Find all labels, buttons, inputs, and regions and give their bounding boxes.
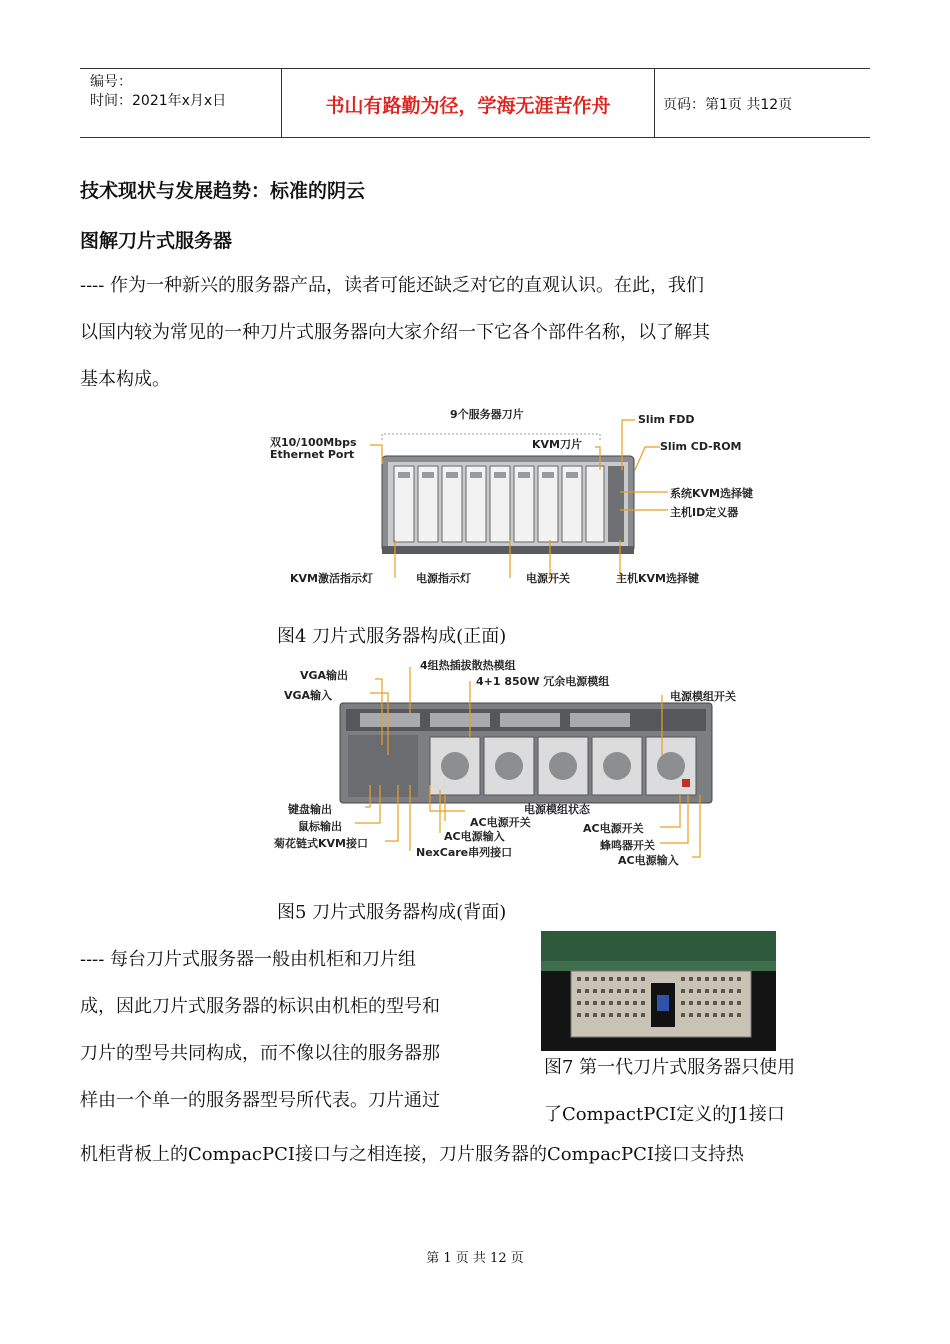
- body-line: 样由一个单一的服务器型号所代表。刀片通过: [80, 1090, 440, 1111]
- label-power-switch: 电源开关: [526, 572, 570, 585]
- figure-5-caption: 图5 刀片式服务器构成(背面): [277, 902, 507, 923]
- figure-7-caption-line-2: 了CompactPCI定义的J1接口: [544, 1104, 785, 1125]
- label-system-kvm-key: 系统KVM选择键: [670, 487, 753, 500]
- label-psu-module-switch: 电源模组开关: [670, 690, 736, 703]
- label-ac-switch-right: AC电源开关: [583, 822, 644, 835]
- label-vga-in: VGA输入: [284, 689, 333, 702]
- label-fan-modules: 4组热插拔散热模组: [420, 659, 516, 672]
- label-nexcare-serial: NexCare串列接口: [416, 846, 513, 859]
- body-paragraph-full: [80, 1131, 875, 1178]
- label-vga-out: VGA输出: [300, 669, 349, 682]
- doc-number-label: 编号：: [90, 74, 132, 90]
- body-line: 刀片的型号共同构成，而不像以往的服务器那: [80, 1043, 440, 1064]
- figure-5-rear-view: [270, 655, 736, 867]
- label-host-kvm-key: 主机KVM选择键: [616, 572, 699, 585]
- doc-date-label: 时间：2021年x月x日: [90, 93, 227, 109]
- label-buzzer-switch: 蜂鸣器开关: [600, 839, 655, 852]
- intro-paragraph: [80, 262, 875, 403]
- label-dual-ethernet-2: Ethernet Port: [270, 448, 355, 461]
- subsection-heading: 图解刀片式服务器: [80, 230, 233, 252]
- figure-7-connector-photo: [541, 931, 776, 1051]
- label-slim-fdd: Slim FDD: [638, 413, 695, 426]
- label-host-id: 主机ID定义器: [670, 506, 739, 519]
- body-line: 机柜背板上的CompacPCI接口与之相连接，刀片服务器的CompacPCI接口支持热: [80, 1144, 745, 1165]
- figure-4-caption: 图4 刀片式服务器构成(正面): [277, 626, 507, 647]
- label-psu-modules: 4+1 850W 冗余电源模组: [476, 675, 610, 688]
- label-slim-cdrom: Slim CD-ROM: [660, 440, 742, 453]
- document-header: [80, 68, 870, 138]
- body-paragraph-left: [80, 936, 540, 1124]
- intro-line: ---- 作为一种新兴的服务器产品，读者可能还缺乏对它的直观认识。在此，我们: [80, 275, 705, 296]
- label-ac-switch-left: AC电源开关: [470, 816, 531, 829]
- header-motto-cell: [281, 69, 655, 137]
- intro-line: 基本构成。: [80, 369, 170, 390]
- body-line: ---- 每台刀片式服务器一般由机柜和刀片组: [80, 949, 417, 970]
- figure-7-caption-line-1: 图7 第一代刀片式服务器只使用: [544, 1057, 796, 1078]
- figure-4-front-view: [270, 400, 760, 595]
- label-mouse-out: 鼠标输出: [298, 820, 342, 833]
- section-heading: 技术现状与发展趋势：标准的阴云: [80, 180, 366, 202]
- body-line: 成，因此刀片式服务器的标识由机柜的型号和: [80, 996, 440, 1017]
- label-ac-input-right: AC电源输入: [618, 854, 679, 867]
- label-kvm-blade: KVM刀片: [532, 438, 582, 451]
- label-kvm-led: KVM激活指示灯: [290, 572, 373, 585]
- label-9-blades: 9个服务器刀片: [450, 408, 524, 421]
- header-meta-cell: [80, 69, 280, 137]
- compactpci-connector-image: [541, 931, 776, 1051]
- label-keyboard-out: 键盘输出: [288, 803, 332, 816]
- header-page-cell: [654, 69, 870, 137]
- label-daisy-chain-kvm: 菊花链式KVM接口: [274, 837, 368, 850]
- label-ac-input-left: AC电源输入: [444, 830, 505, 843]
- label-psu-status: 电源模组状态: [524, 803, 590, 816]
- intro-line: 以国内较为常见的一种刀片式服务器向大家介绍一下它各个部件名称，以了解其: [80, 322, 710, 343]
- header-page-code: 页码：第1页 共12页: [663, 97, 793, 113]
- page-footer: 第 1 页 共 12 页: [426, 1251, 524, 1266]
- header-motto: 书山有路勤为径，学海无涯苦作舟: [325, 95, 611, 117]
- label-dual-ethernet-1: 双10/100Mbps: [270, 436, 357, 449]
- label-power-led: 电源指示灯: [416, 572, 471, 585]
